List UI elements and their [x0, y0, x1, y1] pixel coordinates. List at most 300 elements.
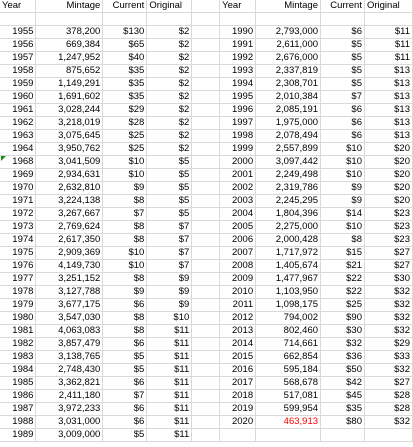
- year-cell-right[interactable]: [220, 428, 256, 441]
- empty-cell[interactable]: [321, 13, 365, 26]
- mintage-cell-left[interactable]: 3,031,000: [36, 415, 103, 428]
- mintage-cell-left[interactable]: 3,547,030: [36, 311, 103, 324]
- current-cell-left[interactable]: $5: [103, 350, 147, 363]
- mintage-cell-left[interactable]: 3,127,788: [36, 285, 103, 298]
- year-cell-right[interactable]: 2018: [220, 389, 256, 402]
- year-cell-right[interactable]: 2011: [220, 298, 256, 311]
- year-cell-left[interactable]: 1955: [0, 25, 36, 38]
- year-cell-right[interactable]: 2002: [220, 181, 256, 194]
- spacer-cell[interactable]: [192, 246, 220, 259]
- mintage-cell-right[interactable]: 2,078,494: [256, 129, 321, 142]
- current-cell-right[interactable]: $8: [321, 233, 365, 246]
- mintage-cell-left[interactable]: 3,677,175: [36, 298, 103, 311]
- year-cell-left[interactable]: 1959: [0, 77, 36, 90]
- original-cell-left[interactable]: $2: [147, 103, 192, 116]
- mintage-cell-right[interactable]: 2,000,428: [256, 233, 321, 246]
- mintage-cell-right[interactable]: 3,097,442: [256, 155, 321, 168]
- spacer-cell[interactable]: [192, 350, 220, 363]
- current-cell-right[interactable]: [321, 428, 365, 441]
- year-cell-left[interactable]: 1956: [0, 38, 36, 51]
- year-cell-right[interactable]: 1994: [220, 77, 256, 90]
- mintage-cell-left[interactable]: 875,652: [36, 64, 103, 77]
- spacer-cell[interactable]: [192, 25, 220, 38]
- spacer-cell[interactable]: [192, 194, 220, 207]
- current-cell-left[interactable]: $6: [103, 402, 147, 415]
- spacer-cell[interactable]: [192, 181, 220, 194]
- mintage-cell-right[interactable]: 463,913: [256, 415, 321, 428]
- spacer-cell[interactable]: [192, 337, 220, 350]
- mintage-cell-left[interactable]: 669,384: [36, 38, 103, 51]
- mintage-cell-left[interactable]: 2,632,810: [36, 181, 103, 194]
- current-cell-left[interactable]: $8: [103, 324, 147, 337]
- mintage-cell-left[interactable]: 3,138,765: [36, 350, 103, 363]
- original-cell-left[interactable]: $5: [147, 181, 192, 194]
- spacer-cell[interactable]: [192, 207, 220, 220]
- current-cell-right[interactable]: $5: [321, 51, 365, 64]
- current-cell-left[interactable]: $5: [103, 428, 147, 441]
- mintage-cell-right[interactable]: 517,081: [256, 389, 321, 402]
- original-cell-right[interactable]: $13: [364, 90, 412, 103]
- year-cell-right[interactable]: 2012: [220, 311, 256, 324]
- empty-cell[interactable]: [364, 13, 412, 26]
- spacer-cell[interactable]: [192, 168, 220, 181]
- original-cell-right[interactable]: $13: [364, 116, 412, 129]
- year-cell-right[interactable]: 2000: [220, 155, 256, 168]
- mintage-cell-left[interactable]: 3,857,479: [36, 337, 103, 350]
- current-cell-right[interactable]: $9: [321, 181, 365, 194]
- original-cell-left[interactable]: $7: [147, 220, 192, 233]
- current-cell-left[interactable]: $8: [103, 311, 147, 324]
- empty-cell[interactable]: [256, 13, 321, 26]
- mintage-cell-right[interactable]: 1,717,972: [256, 246, 321, 259]
- current-cell-right[interactable]: $25: [321, 298, 365, 311]
- current-cell-left[interactable]: $10: [103, 155, 147, 168]
- current-cell-left[interactable]: $9: [103, 285, 147, 298]
- spacer-cell[interactable]: [192, 38, 220, 51]
- year-cell-left[interactable]: 1988: [0, 415, 36, 428]
- mintage-cell-right[interactable]: 1,804,396: [256, 207, 321, 220]
- empty-cell[interactable]: [103, 13, 147, 26]
- header-current-right[interactable]: Current: [321, 0, 365, 13]
- current-cell-left[interactable]: $7: [103, 207, 147, 220]
- year-cell-right[interactable]: 1992: [220, 51, 256, 64]
- mintage-cell-right[interactable]: 714,661: [256, 337, 321, 350]
- original-cell-left[interactable]: $2: [147, 64, 192, 77]
- original-cell-right[interactable]: $20: [364, 142, 412, 155]
- mintage-cell-right[interactable]: 2,557,899: [256, 142, 321, 155]
- year-cell-right[interactable]: 2003: [220, 194, 256, 207]
- current-cell-right[interactable]: $10: [321, 142, 365, 155]
- year-cell-right[interactable]: 2014: [220, 337, 256, 350]
- current-cell-left[interactable]: $8: [103, 272, 147, 285]
- year-cell-left[interactable]: 1976: [0, 259, 36, 272]
- mintage-cell-left[interactable]: 2,617,350: [36, 233, 103, 246]
- current-cell-left[interactable]: $6: [103, 298, 147, 311]
- mintage-cell-right[interactable]: [256, 428, 321, 441]
- year-cell-right[interactable]: 2017: [220, 376, 256, 389]
- year-cell-right[interactable]: 2020: [220, 415, 256, 428]
- current-cell-left[interactable]: $65: [103, 38, 147, 51]
- original-cell-right[interactable]: $32: [364, 415, 412, 428]
- spacer-cell[interactable]: [192, 116, 220, 129]
- mintage-cell-left[interactable]: 1,149,291: [36, 77, 103, 90]
- current-cell-right[interactable]: $35: [321, 402, 365, 415]
- mintage-cell-right[interactable]: 1,477,967: [256, 272, 321, 285]
- mintage-cell-right[interactable]: 2,010,384: [256, 90, 321, 103]
- year-cell-left[interactable]: 1977: [0, 272, 36, 285]
- current-cell-left[interactable]: $29: [103, 103, 147, 116]
- mintage-cell-right[interactable]: 1,103,950: [256, 285, 321, 298]
- spacer-cell[interactable]: [192, 415, 220, 428]
- original-cell-left[interactable]: $2: [147, 90, 192, 103]
- mintage-cell-left[interactable]: 2,748,430: [36, 363, 103, 376]
- mintage-cell-right[interactable]: 1,405,674: [256, 259, 321, 272]
- mintage-cell-left[interactable]: 4,063,083: [36, 324, 103, 337]
- spacer-cell[interactable]: [192, 51, 220, 64]
- year-cell-right[interactable]: 2019: [220, 402, 256, 415]
- mintage-cell-left[interactable]: 378,200: [36, 25, 103, 38]
- year-cell-left[interactable]: 1975: [0, 246, 36, 259]
- mintage-cell-right[interactable]: 662,854: [256, 350, 321, 363]
- year-cell-left[interactable]: 1968: [0, 155, 36, 168]
- original-cell-left[interactable]: $11: [147, 337, 192, 350]
- mintage-cell-left[interactable]: 4,149,730: [36, 259, 103, 272]
- year-cell-right[interactable]: 1998: [220, 129, 256, 142]
- current-cell-right[interactable]: $15: [321, 246, 365, 259]
- spacer-cell[interactable]: [192, 311, 220, 324]
- mintage-cell-right[interactable]: 2,249,498: [256, 168, 321, 181]
- mintage-cell-left[interactable]: 3,950,762: [36, 142, 103, 155]
- year-cell-right[interactable]: 2010: [220, 285, 256, 298]
- mintage-cell-right[interactable]: 1,098,175: [256, 298, 321, 311]
- current-cell-right[interactable]: $10: [321, 220, 365, 233]
- mintage-cell-left[interactable]: 3,224,138: [36, 194, 103, 207]
- original-cell-right[interactable]: $30: [364, 272, 412, 285]
- year-cell-right[interactable]: 1993: [220, 64, 256, 77]
- year-cell-right[interactable]: 1999: [220, 142, 256, 155]
- empty-cell[interactable]: [36, 13, 103, 26]
- current-cell-left[interactable]: $35: [103, 90, 147, 103]
- year-cell-left[interactable]: 1957: [0, 51, 36, 64]
- year-cell-right[interactable]: 2001: [220, 168, 256, 181]
- mintage-cell-right[interactable]: 2,308,701: [256, 77, 321, 90]
- current-cell-right[interactable]: $30: [321, 324, 365, 337]
- mintage-cell-left[interactable]: 3,972,233: [36, 402, 103, 415]
- mintage-cell-right[interactable]: 2,793,000: [256, 25, 321, 38]
- header-year-right[interactable]: Year: [220, 0, 256, 13]
- current-cell-right[interactable]: $7: [321, 90, 365, 103]
- original-cell-left[interactable]: $2: [147, 129, 192, 142]
- year-cell-left[interactable]: 1985: [0, 376, 36, 389]
- mintage-cell-left[interactable]: 1,691,602: [36, 90, 103, 103]
- current-cell-right[interactable]: $22: [321, 285, 365, 298]
- year-cell-left[interactable]: 1962: [0, 116, 36, 129]
- original-cell-left[interactable]: $5: [147, 155, 192, 168]
- spacer-cell[interactable]: [192, 142, 220, 155]
- mintage-cell-right[interactable]: 2,245,295: [256, 194, 321, 207]
- current-cell-left[interactable]: $10: [103, 246, 147, 259]
- year-cell-right[interactable]: 1996: [220, 103, 256, 116]
- mintage-cell-right[interactable]: 1,975,000: [256, 116, 321, 129]
- current-cell-right[interactable]: $9: [321, 194, 365, 207]
- spacer-cell[interactable]: [192, 285, 220, 298]
- current-cell-left[interactable]: $25: [103, 142, 147, 155]
- year-cell-left[interactable]: 1989: [0, 428, 36, 441]
- spacer-cell[interactable]: [192, 298, 220, 311]
- spacer-cell[interactable]: [192, 272, 220, 285]
- mintage-cell-right[interactable]: 794,002: [256, 311, 321, 324]
- spacer-cell[interactable]: [192, 363, 220, 376]
- mintage-cell-right[interactable]: 2,611,000: [256, 38, 321, 51]
- empty-cell[interactable]: [147, 13, 192, 26]
- mintage-cell-left[interactable]: 2,909,369: [36, 246, 103, 259]
- year-cell-left[interactable]: 1958: [0, 64, 36, 77]
- spacer-cell[interactable]: [192, 64, 220, 77]
- spacer-cell[interactable]: [192, 233, 220, 246]
- spacer-cell[interactable]: [192, 220, 220, 233]
- mintage-cell-left[interactable]: 3,218,019: [36, 116, 103, 129]
- current-cell-left[interactable]: $8: [103, 194, 147, 207]
- year-cell-left[interactable]: 1973: [0, 220, 36, 233]
- spacer-cell[interactable]: [192, 77, 220, 90]
- original-cell-left[interactable]: $7: [147, 246, 192, 259]
- year-cell-right[interactable]: 2008: [220, 259, 256, 272]
- year-cell-left[interactable]: 1972: [0, 207, 36, 220]
- original-cell-right[interactable]: $11: [364, 38, 412, 51]
- year-cell-left[interactable]: 1961: [0, 103, 36, 116]
- empty-cell[interactable]: [192, 13, 220, 26]
- spacer-cell[interactable]: [192, 129, 220, 142]
- empty-cell[interactable]: [220, 13, 256, 26]
- mintage-cell-right[interactable]: 2,319,786: [256, 181, 321, 194]
- current-cell-left[interactable]: $8: [103, 233, 147, 246]
- original-cell-right[interactable]: $11: [364, 25, 412, 38]
- mintage-cell-left[interactable]: 3,075,645: [36, 129, 103, 142]
- current-cell-left[interactable]: $130: [103, 25, 147, 38]
- original-cell-right[interactable]: $32: [364, 324, 412, 337]
- current-cell-right[interactable]: $6: [321, 129, 365, 142]
- current-cell-left[interactable]: $10: [103, 168, 147, 181]
- original-cell-right[interactable]: $20: [364, 168, 412, 181]
- current-cell-left[interactable]: $40: [103, 51, 147, 64]
- original-cell-left[interactable]: $2: [147, 25, 192, 38]
- current-cell-right[interactable]: $6: [321, 103, 365, 116]
- empty-cell[interactable]: [0, 13, 36, 26]
- spacer-cell[interactable]: [192, 259, 220, 272]
- current-cell-right[interactable]: $32: [321, 337, 365, 350]
- original-cell-right[interactable]: $32: [364, 285, 412, 298]
- header-mintage-left[interactable]: Mintage: [36, 0, 103, 13]
- current-cell-left[interactable]: $8: [103, 220, 147, 233]
- mintage-cell-right[interactable]: 595,184: [256, 363, 321, 376]
- current-cell-left[interactable]: $35: [103, 64, 147, 77]
- original-cell-left[interactable]: $5: [147, 194, 192, 207]
- current-cell-left[interactable]: $6: [103, 376, 147, 389]
- year-cell-left[interactable]: 1980: [0, 311, 36, 324]
- mintage-cell-left[interactable]: 3,267,667: [36, 207, 103, 220]
- current-cell-right[interactable]: $14: [321, 207, 365, 220]
- original-cell-right[interactable]: [364, 428, 412, 441]
- current-cell-left[interactable]: $9: [103, 181, 147, 194]
- current-cell-right[interactable]: $5: [321, 64, 365, 77]
- spacer-cell[interactable]: [192, 103, 220, 116]
- original-cell-right[interactable]: $23: [364, 220, 412, 233]
- current-cell-right[interactable]: $80: [321, 415, 365, 428]
- current-cell-right[interactable]: $42: [321, 376, 365, 389]
- original-cell-left[interactable]: $10: [147, 311, 192, 324]
- original-cell-right[interactable]: $13: [364, 129, 412, 142]
- original-cell-right[interactable]: $20: [364, 181, 412, 194]
- original-cell-left[interactable]: $11: [147, 415, 192, 428]
- current-cell-right[interactable]: $10: [321, 155, 365, 168]
- year-cell-left[interactable]: 1987: [0, 402, 36, 415]
- original-cell-right[interactable]: $33: [364, 350, 412, 363]
- mintage-cell-left[interactable]: 3,251,152: [36, 272, 103, 285]
- year-cell-left[interactable]: 1974: [0, 233, 36, 246]
- original-cell-right[interactable]: $32: [364, 311, 412, 324]
- year-cell-right[interactable]: 1997: [220, 116, 256, 129]
- original-cell-left[interactable]: $5: [147, 168, 192, 181]
- current-cell-right[interactable]: $22: [321, 272, 365, 285]
- header-original-left[interactable]: Original: [147, 0, 192, 13]
- original-cell-left[interactable]: $11: [147, 389, 192, 402]
- year-cell-left[interactable]: 1982: [0, 337, 36, 350]
- year-cell-right[interactable]: 1995: [220, 90, 256, 103]
- original-cell-left[interactable]: $9: [147, 272, 192, 285]
- mintage-cell-right[interactable]: 568,678: [256, 376, 321, 389]
- original-cell-right[interactable]: $13: [364, 103, 412, 116]
- spacer-cell[interactable]: [192, 428, 220, 441]
- original-cell-left[interactable]: $11: [147, 428, 192, 441]
- original-cell-left[interactable]: $11: [147, 350, 192, 363]
- original-cell-left[interactable]: $11: [147, 363, 192, 376]
- mintage-cell-left[interactable]: 3,028,244: [36, 103, 103, 116]
- original-cell-left[interactable]: $11: [147, 324, 192, 337]
- current-cell-left[interactable]: $35: [103, 77, 147, 90]
- year-cell-left[interactable]: 1969: [0, 168, 36, 181]
- spacer-cell[interactable]: [192, 389, 220, 402]
- mintage-cell-right[interactable]: 2,085,191: [256, 103, 321, 116]
- original-cell-right[interactable]: $11: [364, 51, 412, 64]
- spacer-cell[interactable]: [192, 324, 220, 337]
- original-cell-right[interactable]: $28: [364, 389, 412, 402]
- year-cell-left[interactable]: 1986: [0, 389, 36, 402]
- original-cell-left[interactable]: $5: [147, 207, 192, 220]
- year-cell-right[interactable]: 2013: [220, 324, 256, 337]
- current-cell-left[interactable]: $25: [103, 129, 147, 142]
- spacer-cell[interactable]: [192, 0, 220, 13]
- spacer-cell[interactable]: [192, 155, 220, 168]
- mintage-cell-left[interactable]: 3,362,821: [36, 376, 103, 389]
- header-mintage-right[interactable]: Mintage: [256, 0, 321, 13]
- year-cell-left[interactable]: 1984: [0, 363, 36, 376]
- original-cell-right[interactable]: $28: [364, 402, 412, 415]
- original-cell-left[interactable]: $7: [147, 259, 192, 272]
- current-cell-right[interactable]: $50: [321, 363, 365, 376]
- year-cell-left[interactable]: 1964: [0, 142, 36, 155]
- year-cell-left[interactable]: 1970: [0, 181, 36, 194]
- mintage-cell-left[interactable]: 2,411,180: [36, 389, 103, 402]
- mintage-cell-right[interactable]: 599,954: [256, 402, 321, 415]
- original-cell-left[interactable]: $2: [147, 51, 192, 64]
- original-cell-right[interactable]: $27: [364, 259, 412, 272]
- year-cell-left[interactable]: 1983: [0, 350, 36, 363]
- current-cell-right[interactable]: $6: [321, 116, 365, 129]
- original-cell-left[interactable]: $7: [147, 233, 192, 246]
- current-cell-left[interactable]: $10: [103, 259, 147, 272]
- original-cell-left[interactable]: $2: [147, 142, 192, 155]
- original-cell-left[interactable]: $11: [147, 376, 192, 389]
- spacer-cell[interactable]: [192, 90, 220, 103]
- current-cell-right[interactable]: $36: [321, 350, 365, 363]
- current-cell-right[interactable]: $90: [321, 311, 365, 324]
- year-cell-left[interactable]: 1960: [0, 90, 36, 103]
- original-cell-right[interactable]: $13: [364, 77, 412, 90]
- mintage-cell-right[interactable]: 2,275,000: [256, 220, 321, 233]
- header-current-left[interactable]: Current: [103, 0, 147, 13]
- year-cell-right[interactable]: 2006: [220, 233, 256, 246]
- spacer-cell[interactable]: [192, 376, 220, 389]
- year-cell-left[interactable]: 1971: [0, 194, 36, 207]
- original-cell-right[interactable]: $13: [364, 64, 412, 77]
- header-original-right[interactable]: Original: [364, 0, 412, 13]
- current-cell-right[interactable]: $5: [321, 77, 365, 90]
- original-cell-left[interactable]: $2: [147, 38, 192, 51]
- year-cell-left[interactable]: 1963: [0, 129, 36, 142]
- mintage-cell-left[interactable]: 3,009,000: [36, 428, 103, 441]
- current-cell-left[interactable]: $6: [103, 337, 147, 350]
- current-cell-left[interactable]: $28: [103, 116, 147, 129]
- original-cell-left[interactable]: $9: [147, 285, 192, 298]
- mintage-cell-left[interactable]: 3,041,509: [36, 155, 103, 168]
- spacer-cell[interactable]: [192, 402, 220, 415]
- year-cell-right[interactable]: 2007: [220, 246, 256, 259]
- current-cell-right[interactable]: $6: [321, 25, 365, 38]
- original-cell-left[interactable]: $11: [147, 402, 192, 415]
- original-cell-right[interactable]: $32: [364, 363, 412, 376]
- header-year-left[interactable]: Year: [0, 0, 36, 13]
- current-cell-left[interactable]: $7: [103, 389, 147, 402]
- current-cell-left[interactable]: $6: [103, 415, 147, 428]
- year-cell-right[interactable]: 2004: [220, 207, 256, 220]
- mintage-cell-left[interactable]: 2,769,624: [36, 220, 103, 233]
- current-cell-right[interactable]: $45: [321, 389, 365, 402]
- year-cell-right[interactable]: 1991: [220, 38, 256, 51]
- year-cell-right[interactable]: 1990: [220, 25, 256, 38]
- original-cell-right[interactable]: $23: [364, 207, 412, 220]
- mintage-cell-right[interactable]: 2,337,819: [256, 64, 321, 77]
- mintage-cell-left[interactable]: 2,934,631: [36, 168, 103, 181]
- original-cell-left[interactable]: $2: [147, 77, 192, 90]
- original-cell-left[interactable]: $2: [147, 116, 192, 129]
- year-cell-right[interactable]: 2009: [220, 272, 256, 285]
- year-cell-right[interactable]: 2015: [220, 350, 256, 363]
- year-cell-left[interactable]: 1979: [0, 298, 36, 311]
- year-cell-right[interactable]: 2005: [220, 220, 256, 233]
- year-cell-left[interactable]: 1981: [0, 324, 36, 337]
- current-cell-left[interactable]: $5: [103, 363, 147, 376]
- current-cell-right[interactable]: $10: [321, 168, 365, 181]
- mintage-cell-right[interactable]: 802,460: [256, 324, 321, 337]
- original-cell-right[interactable]: $23: [364, 233, 412, 246]
- original-cell-right[interactable]: $27: [364, 246, 412, 259]
- original-cell-right[interactable]: $29: [364, 337, 412, 350]
- original-cell-right[interactable]: $20: [364, 194, 412, 207]
- year-cell-right[interactable]: 2016: [220, 363, 256, 376]
- original-cell-right[interactable]: $32: [364, 298, 412, 311]
- year-cell-left[interactable]: 1978: [0, 285, 36, 298]
- original-cell-right[interactable]: $20: [364, 155, 412, 168]
